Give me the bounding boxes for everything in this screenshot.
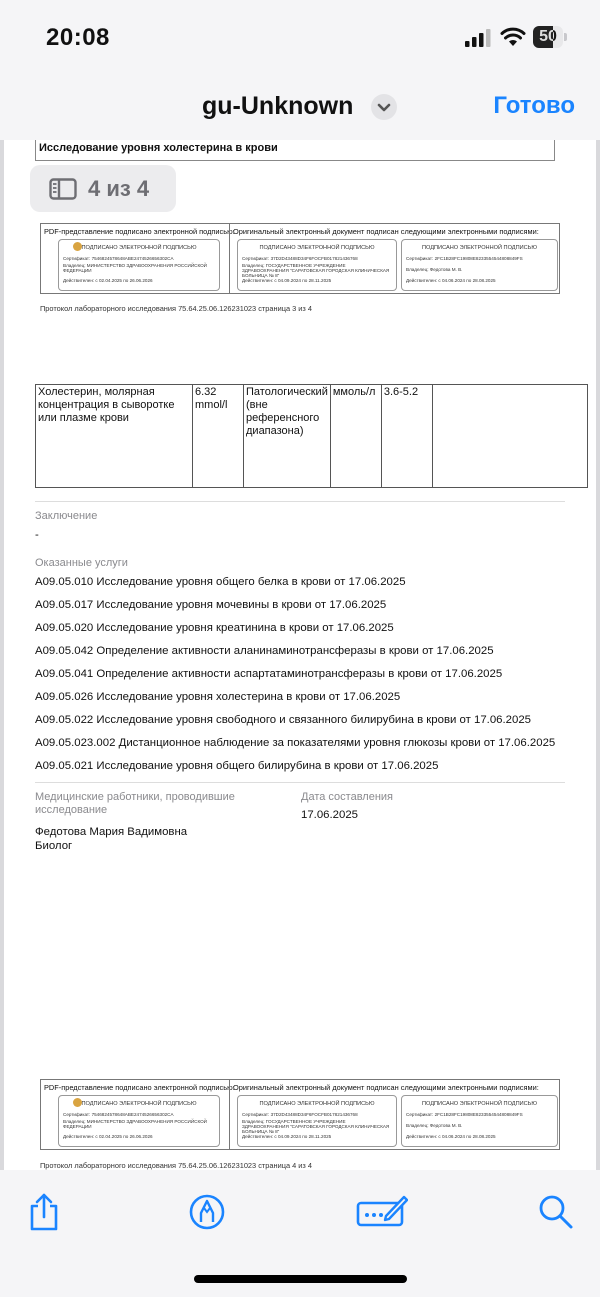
chevron-down-icon[interactable] xyxy=(371,94,397,120)
page-indicator-label: 4 из 4 xyxy=(88,176,150,201)
staff-name: Федотова Мария Вадимовна xyxy=(35,826,188,838)
protocol-footer: Протокол лабораторного исследования 75.64.25.06.126231023 страница 3 из 4 xyxy=(40,304,312,313)
cellular-signal-icon xyxy=(465,29,491,47)
list-item: A09.05.020 Исследование уровня креатинина в крови от 17.06.2025 xyxy=(35,622,394,634)
signature-card: ПОДПИСАНО ЭЛЕКТРОННОЙ ПОДПИСЬЮ Сертификат: 37D2D43488D34F6FOCFB017821436768 Владелец: ГОСУДАРСТВЕННОЕ УЧРЕЖДЕНИЕ ЗДРАВООХРАНЕНИЯ "САРАТОВСКАЯ ГОРОДСКАЯ КЛИНИЧЕСКАЯ БОЛЬНИЦА № 8" Действителен: с 04.09.2024 по 28.11.2025 xyxy=(237,1095,397,1147)
markup-icon[interactable] xyxy=(189,1194,225,1230)
signature-header-right: Оригинальный электронный документ подписан следующими электронными подписями: xyxy=(233,1083,539,1092)
test-flag: Патологический (вне референсного диапазона) xyxy=(244,385,331,488)
list-item: A09.05.023.002 Дистанционное наблюдение за показателями уровня глюкозы крови от 17.06.2025 xyxy=(35,737,556,749)
sidebar-icon xyxy=(49,178,77,200)
date-value: 17.06.2025 xyxy=(301,809,359,821)
pdf-viewer[interactable] xyxy=(0,140,600,1170)
test-value: 6.32 mmol/l xyxy=(193,385,244,488)
list-item: A09.05.017 Исследование уровня мочевины в крови от 17.06.2025 xyxy=(35,599,387,611)
protocol-footer: Протокол лабораторного исследования 75.64.25.06.126231023 страница 4 из 4 xyxy=(40,1161,312,1170)
share-icon[interactable] xyxy=(27,1192,61,1232)
document-title[interactable]: gu-Unknown xyxy=(202,92,354,120)
staff-label: Медицинские работники, проводившие xyxy=(35,791,235,803)
battery-level: 50 xyxy=(539,28,557,45)
table-row xyxy=(36,385,588,488)
page-indicator[interactable] xyxy=(30,165,176,212)
pdf-page-4 xyxy=(4,361,596,1170)
list-item: A09.05.041 Определение активности аспартатаминотрансферазы в крови от 17.06.2025 xyxy=(35,668,503,680)
list-item: A09.05.021 Исследование уровня общего билирубина в крови от 17.06.2025 xyxy=(35,760,439,772)
list-item: A09.05.010 Исследование уровня общего белка в крови от 17.06.2025 xyxy=(35,576,406,588)
search-icon[interactable] xyxy=(538,1194,574,1230)
signature-block xyxy=(40,1079,560,1150)
home-indicator[interactable] xyxy=(194,1275,407,1283)
signature-card: ПОДПИСАНО ЭЛЕКТРОННОЙ ПОДПИСЬЮ Сертификат: 7546824578648ABE2474526656302CA Владелец: МИНИСТЕРСТВО ЗДРАВООХРАНЕНИЯ РОССИЙСКОЙ ФЕДЕРАЦИИ Действителен: с 02.04.2025 по 26.06.2026 xyxy=(58,1095,220,1147)
conclusion-label: Заключение xyxy=(35,510,98,522)
list-item: A09.05.022 Исследование уровня свободного и связанного билирубина в крови от 17.06.2025 xyxy=(35,714,532,726)
bottom-toolbar xyxy=(0,1170,600,1297)
staff-label-2: исследование xyxy=(35,804,108,816)
staff-role: Биолог xyxy=(35,840,73,852)
signature-card: ПОДПИСАНО ЭЛЕКТРОННОЙ ПОДПИСЬЮ Сертификат: 2FC1B28FC19808E8233554544808849FS Владелец: Федотова М. В. Действителен: с 04.06.2024 по 28.08.2025 xyxy=(401,1095,558,1147)
signature-card: ПОДПИСАНО ЭЛЕКТРОННОЙ ПОДПИСЬЮ Сертификат: 2FC1B28FC19808E8233554544808849FS Владелец: Федотова М. В. Действителен: с 04.06.2024 по 28.08.2025 xyxy=(401,239,558,291)
signature-card: ПОДПИСАНО ЭЛЕКТРОННОЙ ПОДПИСЬЮ Сертификат: 37D2D43488D34F6FOCFB017821436768 Владелец: ГОСУДАРСТВЕННОЕ УЧРЕЖДЕНИЕ ЗДРАВООХРАНЕНИЯ "САРАТОВСКАЯ ГОРОДСКАЯ КЛИНИЧЕСКАЯ БОЛЬНИЦА № 8" Действителен: с 04.09.2024 по 28.11.2025 xyxy=(237,239,397,291)
results-table xyxy=(35,384,588,488)
date-label: Дата составления xyxy=(301,791,393,803)
test-name: Холестерин, молярная концентрация в сыворотке или плазме крови xyxy=(36,385,193,488)
signature-block xyxy=(40,223,560,294)
status-bar xyxy=(0,0,600,70)
wifi-icon xyxy=(500,27,526,47)
signature-header-right: Оригинальный электронный документ подписан следующими электронными подписями: xyxy=(233,227,539,236)
test-unit: ммоль/л xyxy=(330,385,381,488)
signature-header-left: PDF-представление подписано электронной подписью: xyxy=(44,227,235,236)
status-time: 20:08 xyxy=(46,24,110,51)
table-row: Исследование уровня холестерина в крови xyxy=(35,140,555,161)
signature-header-left: PDF-представление подписано электронной подписью: xyxy=(44,1083,235,1092)
done-button[interactable]: Готово xyxy=(493,92,575,119)
services-label: Оказанные услуги xyxy=(35,557,128,569)
list-item: A09.05.026 Исследование уровня холестерина в крови от 17.06.2025 xyxy=(35,691,401,703)
signature-icon[interactable] xyxy=(356,1194,408,1228)
nav-bar xyxy=(0,70,600,140)
list-item: A09.05.042 Определение активности аланинаминотрансферазы в крови от 17.06.2025 xyxy=(35,645,494,657)
signature-card: ПОДПИСАНО ЭЛЕКТРОННОЙ ПОДПИСЬЮ Сертификат: 7546824578648ABE2474526656302CA Владелец: МИНИСТЕРСТВО ЗДРАВООХРАНЕНИЯ РОССИЙСКОЙ ФЕДЕРАЦИИ Действителен: с 02.04.2025 по 26.06.2026 xyxy=(58,239,220,291)
conclusion-value: - xyxy=(35,529,39,541)
battery-icon xyxy=(533,26,563,48)
reference-range: 3.6-5.2 xyxy=(381,385,432,488)
